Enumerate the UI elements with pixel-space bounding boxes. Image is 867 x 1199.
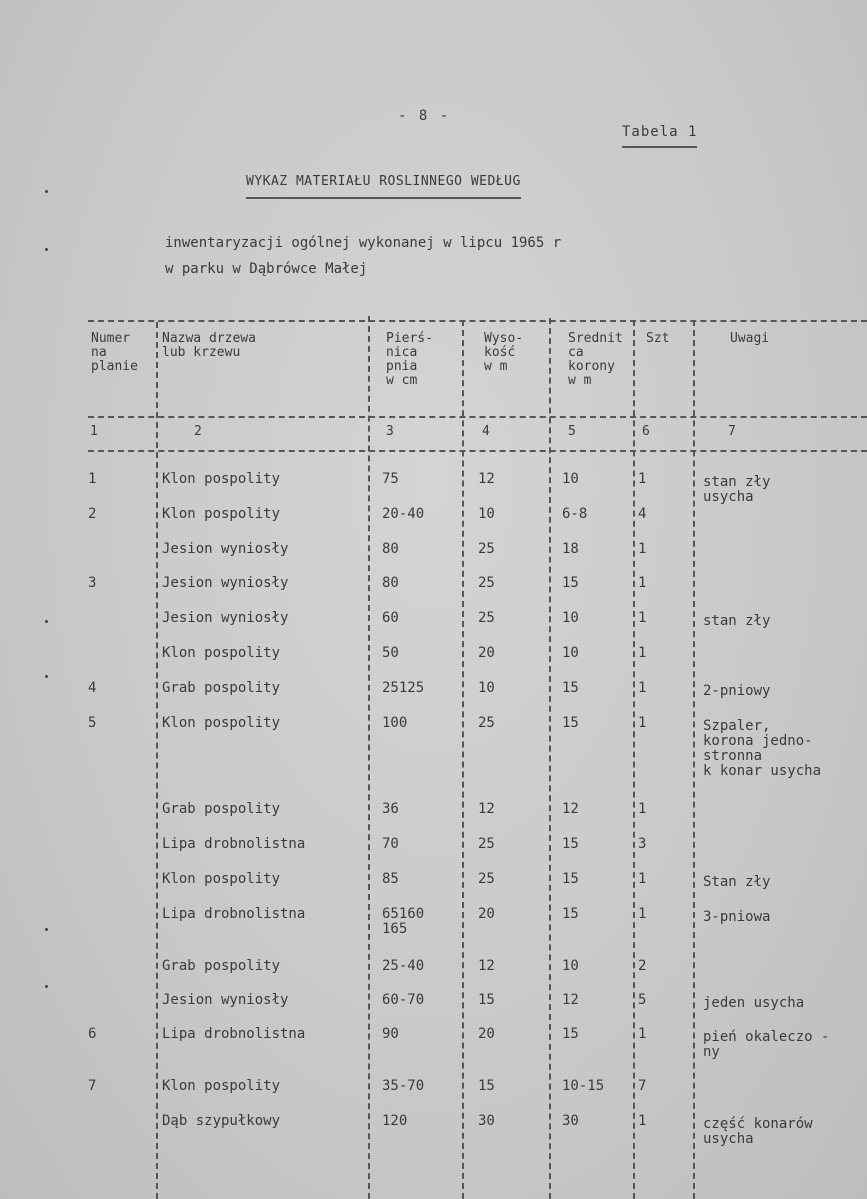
cell-crown: 30 <box>562 1113 579 1129</box>
cell-quantity: 1 <box>638 715 647 731</box>
header-quantity: Szt <box>646 331 670 346</box>
cell-name: Dąb szypułkowy <box>162 1113 281 1129</box>
column-number: 2 <box>194 424 202 439</box>
cell-crown: 10 <box>562 958 579 974</box>
cell-girth: 65160 165 <box>382 906 425 937</box>
cell-crown: 15 <box>562 906 579 922</box>
column-number: 5 <box>568 424 576 439</box>
column-divider <box>368 316 370 1199</box>
cell-quantity: 1 <box>638 471 647 487</box>
cell-crown: 12 <box>562 992 579 1008</box>
cell-crown: 10-15 <box>562 1078 605 1094</box>
cell-height: 25 <box>478 575 495 591</box>
cell-quantity: 2 <box>638 958 647 974</box>
cell-name: Klon pospolity <box>162 506 281 522</box>
column-number: 6 <box>642 424 650 439</box>
cell-girth: 25125 <box>382 680 425 696</box>
cell-girth: 50 <box>382 645 399 661</box>
cell-quantity: 4 <box>638 506 647 522</box>
cell-height: 20 <box>478 1026 495 1042</box>
punch-mark <box>45 190 48 193</box>
cell-crown: 12 <box>562 801 579 817</box>
cell-girth: 60-70 <box>382 992 425 1008</box>
cell-notes: stan zły usycha <box>703 474 771 505</box>
cell-girth: 75 <box>382 471 399 487</box>
cell-quantity: 1 <box>638 1026 647 1042</box>
column-number: 3 <box>386 424 394 439</box>
document-title: WYKAZ MATERIAŁU ROSLINNEGO WEDŁUG <box>246 174 521 199</box>
cell-notes: 2-pniowy <box>703 683 771 699</box>
cell-height: 20 <box>478 645 495 661</box>
cell-girth: 85 <box>382 871 399 887</box>
cell-crown: 15 <box>562 871 579 887</box>
cell-crown: 6-8 <box>562 506 588 522</box>
cell-name: Jesion wyniosły <box>162 541 289 557</box>
subtitle-line-2: w parku w Dąbrówce Małej <box>165 261 368 277</box>
cell-height: 25 <box>478 715 495 731</box>
cell-notes: część konarów usycha <box>703 1116 813 1147</box>
cell-height: 20 <box>478 906 495 922</box>
column-number: 4 <box>482 424 490 439</box>
cell-crown: 15 <box>562 715 579 731</box>
column-divider <box>633 320 635 1199</box>
cell-notes: stan zły <box>703 613 771 629</box>
cell-girth: 60 <box>382 610 399 626</box>
cell-height: 30 <box>478 1113 495 1129</box>
punch-mark <box>45 620 48 623</box>
column-number: 1 <box>90 424 98 439</box>
header-height: Wyso- kość w m <box>484 331 524 374</box>
column-number: 7 <box>728 424 736 439</box>
cell-girth: 80 <box>382 541 399 557</box>
cell-height: 25 <box>478 541 495 557</box>
cell-quantity: 1 <box>638 645 647 661</box>
cell-girth: 120 <box>382 1113 408 1129</box>
cell-name: Grab pospolity <box>162 680 281 696</box>
cell-number: 7 <box>88 1078 97 1094</box>
cell-number: 4 <box>88 680 97 696</box>
cell-quantity: 1 <box>638 906 647 922</box>
cell-height: 25 <box>478 836 495 852</box>
header-name: Nazwa drzewa lub krzewu <box>162 331 256 360</box>
table-rule-numbers <box>88 450 867 452</box>
cell-quantity: 1 <box>638 610 647 626</box>
punch-mark <box>45 675 48 678</box>
cell-number: 3 <box>88 575 97 591</box>
cell-name: Jesion wyniosły <box>162 992 289 1008</box>
cell-girth: 35-70 <box>382 1078 425 1094</box>
subtitle-line-1: inwentaryzacji ogólnej wykonanej w lipcu 1965 r <box>165 235 562 251</box>
cell-girth: 70 <box>382 836 399 852</box>
column-divider <box>462 320 464 1199</box>
cell-height: 12 <box>478 801 495 817</box>
cell-name: Klon pospolity <box>162 1078 281 1094</box>
header-notes: Uwagi <box>730 331 770 346</box>
cell-crown: 15 <box>562 575 579 591</box>
cell-crown: 10 <box>562 645 579 661</box>
column-divider <box>693 320 695 1199</box>
table-rule-header <box>88 416 867 418</box>
cell-name: Lipa drobnolistna <box>162 836 306 852</box>
cell-quantity: 1 <box>638 871 647 887</box>
cell-crown: 10 <box>562 610 579 626</box>
punch-mark <box>45 248 48 251</box>
cell-crown: 10 <box>562 471 579 487</box>
cell-number: 1 <box>88 471 97 487</box>
cell-name: Klon pospolity <box>162 715 281 731</box>
cell-girth: 20-40 <box>382 506 425 522</box>
cell-number: 5 <box>88 715 97 731</box>
cell-quantity: 1 <box>638 801 647 817</box>
header-number: Numer na planie <box>91 331 138 374</box>
cell-name: Klon pospolity <box>162 645 281 661</box>
cell-height: 15 <box>478 992 495 1008</box>
cell-quantity: 1 <box>638 575 647 591</box>
cell-notes: jeden usycha <box>703 995 805 1011</box>
cell-name: Jesion wyniosły <box>162 610 289 626</box>
column-divider <box>156 322 158 1199</box>
cell-height: 12 <box>478 471 495 487</box>
cell-crown: 15 <box>562 680 579 696</box>
cell-girth: 100 <box>382 715 408 731</box>
cell-height: 15 <box>478 1078 495 1094</box>
cell-height: 25 <box>478 871 495 887</box>
cell-name: Klon pospolity <box>162 471 281 487</box>
table-label: Tabela 1 <box>622 124 697 148</box>
header-crown: Srednit ca korony w m <box>568 331 623 388</box>
header-girth: Pierś- nica pnia w cm <box>386 331 433 388</box>
table-rule-top <box>88 320 867 322</box>
cell-girth: 80 <box>382 575 399 591</box>
cell-name: Klon pospolity <box>162 871 281 887</box>
cell-notes: pień okaleczo - ny <box>703 1029 830 1060</box>
cell-crown: 18 <box>562 541 579 557</box>
cell-number: 6 <box>88 1026 97 1042</box>
column-divider <box>549 318 551 1199</box>
cell-notes: 3-pniowa <box>703 909 771 925</box>
cell-girth: 90 <box>382 1026 399 1042</box>
cell-name: Lipa drobnolistna <box>162 1026 306 1042</box>
cell-quantity: 1 <box>638 1113 647 1129</box>
cell-quantity: 5 <box>638 992 647 1008</box>
cell-crown: 15 <box>562 836 579 852</box>
cell-quantity: 7 <box>638 1078 647 1094</box>
cell-notes: Stan zły <box>703 874 771 890</box>
cell-notes: Szpaler, korona jedno- stronna k konar usycha <box>703 718 822 779</box>
punch-mark <box>45 985 48 988</box>
cell-quantity: 3 <box>638 836 647 852</box>
punch-mark <box>45 928 48 931</box>
cell-name: Lipa drobnolistna <box>162 906 306 922</box>
cell-height: 12 <box>478 958 495 974</box>
cell-crown: 15 <box>562 1026 579 1042</box>
cell-girth: 36 <box>382 801 399 817</box>
cell-quantity: 1 <box>638 680 647 696</box>
cell-height: 10 <box>478 680 495 696</box>
cell-name: Jesion wyniosły <box>162 575 289 591</box>
cell-name: Grab pospolity <box>162 801 281 817</box>
cell-height: 25 <box>478 610 495 626</box>
page-number: - 8 - <box>398 108 451 124</box>
cell-name: Grab pospolity <box>162 958 281 974</box>
cell-quantity: 1 <box>638 541 647 557</box>
cell-number: 2 <box>88 506 97 522</box>
cell-girth: 25-40 <box>382 958 425 974</box>
cell-height: 10 <box>478 506 495 522</box>
